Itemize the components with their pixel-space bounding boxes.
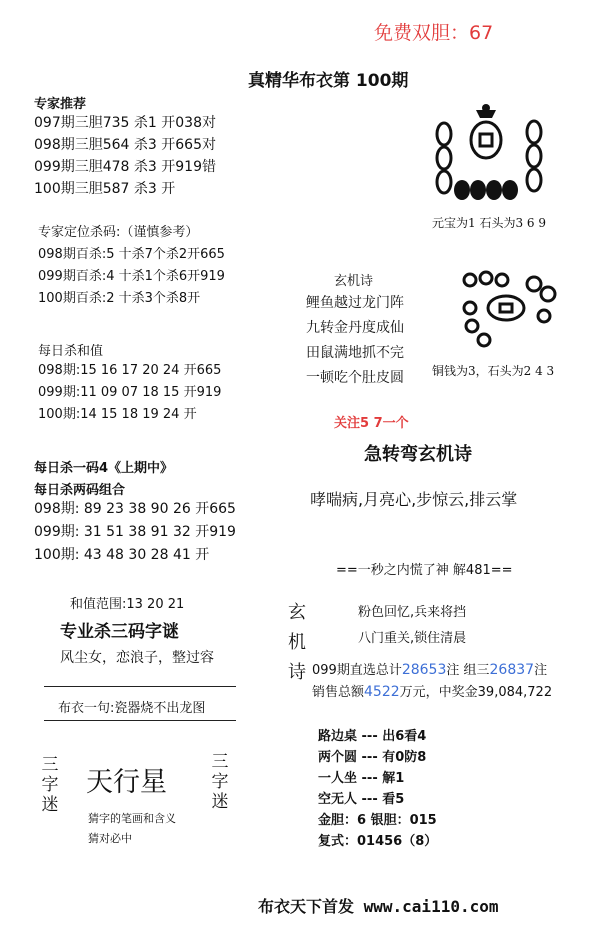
riddle-hint: 猜字的笔画和含义	[88, 812, 176, 825]
tips-list	[318, 726, 437, 852]
xuanji-poem	[306, 291, 404, 391]
xuanji-lines	[358, 600, 466, 652]
list-item: 098期三胆564 杀3 开665对	[34, 137, 216, 153]
daily-sum-list	[38, 360, 221, 426]
poem-line: 八门重关,锁住清晨	[358, 631, 467, 646]
star-name: 天行星	[86, 767, 167, 798]
expert-list	[34, 112, 216, 200]
list-item: 两个圆 --- 有0防8	[318, 750, 427, 765]
vertical-char: 诗	[288, 662, 306, 683]
riddle-hint-2: 猜对必中	[88, 832, 132, 845]
riddle-line: ==一秒之内慌了神 解481==	[336, 563, 513, 578]
poem-line: 鲤鱼越过龙门阵	[306, 295, 404, 311]
turn-poem-text: 哮喘病,月亮心,步惊云,排云掌	[310, 490, 518, 509]
poem-line: 一顿吃个肚皮圆	[306, 370, 404, 386]
image-caption: 元宝为1 石头为3 6 9	[432, 216, 546, 230]
riddle-kill-text: 风尘女，恋浪子，整过容	[60, 650, 214, 666]
vertical-char: 玄	[288, 602, 306, 623]
divider	[44, 686, 236, 687]
sum-range: 和值范围:13 20 21	[70, 597, 185, 612]
list-item: 099期三胆478 杀3 开919错	[34, 159, 216, 175]
daily-kill-two: 每日杀两码组合	[34, 483, 126, 498]
position-kill-list	[38, 244, 225, 310]
xuanji-poem-title: 玄机诗	[334, 274, 374, 289]
sales-line-1: 099期直选总计28653注 组三26837注	[312, 662, 548, 678]
list-item: 100期: 43 48 30 28 41 开	[34, 547, 210, 563]
poem-line: 九转金丹度成仙	[306, 320, 404, 336]
page-title: 真精华布衣第 100期	[248, 71, 409, 91]
sales-amount: 4522	[364, 684, 400, 700]
list-item: 100期:14 15 18 19 24 开	[38, 407, 197, 422]
riddle-side-left: 三字迷	[41, 755, 59, 815]
list-item: 097期三胆735 杀1 开038对	[34, 115, 216, 131]
attention-note: 关注5 7一个	[334, 416, 409, 431]
list-item: 098期百杀:5 十杀7个杀2开665	[38, 247, 225, 262]
divider	[44, 720, 236, 721]
free-double-banner: 免费双胆：67	[374, 22, 494, 44]
list-item: 100期百杀:2 十杀3个杀8开	[38, 291, 201, 306]
xuanji-vertical	[288, 598, 306, 688]
list-item: 099期:11 09 07 18 15 开919	[38, 385, 222, 400]
riddle-side-right: 三字迷	[211, 752, 229, 812]
ingot-stones-image	[428, 96, 588, 212]
list-item: 复式：01456（8）	[318, 834, 438, 849]
group-total: 26837	[489, 662, 535, 678]
expert-title: 专家推荐	[34, 97, 87, 112]
riddle-kill-title: 专业杀三码字谜	[60, 622, 179, 642]
daily-sum-title: 每日杀和值	[38, 344, 104, 359]
footer-site: 布衣天下首发 www.cai110.com	[258, 897, 499, 916]
list-item: 一人坐 --- 解1	[318, 771, 405, 786]
list-item: 100期三胆587 杀3 开	[34, 181, 176, 197]
daily-kill-one: 每日杀一码4《上期中》	[34, 461, 174, 476]
list-item: 路边桌 --- 出6看4	[318, 729, 427, 744]
coins-stones-image	[460, 270, 570, 354]
poem-line: 粉色回忆,兵来将挡	[358, 605, 467, 620]
daily-kill-list	[34, 498, 236, 567]
image-caption-2: 铜钱为3，石头为2 4 3	[432, 364, 555, 378]
list-item: 099期百杀:4 十杀1个杀6开919	[38, 269, 225, 284]
sales-line-2: 销售总额4522万元，中奖金39,084,722	[312, 684, 553, 700]
list-item: 098期: 89 23 38 90 26 开665	[34, 501, 236, 517]
turn-poem-title: 急转弯玄机诗	[364, 444, 472, 465]
vertical-char: 机	[288, 632, 306, 653]
list-item: 098期:15 16 17 20 24 开665	[38, 363, 222, 378]
buyi-sentence: 布衣一句:瓷器烧不出龙图	[58, 701, 206, 716]
direct-total: 28653	[401, 662, 447, 678]
position-kill-title: 专家定位杀码:（谨慎参考）	[38, 225, 199, 240]
list-item: 金胆：6 银胆：015	[318, 813, 437, 828]
poem-line: 田鼠满地抓不完	[306, 345, 404, 361]
list-item: 空无人 --- 看5	[318, 792, 405, 807]
list-item: 099期: 31 51 38 91 32 开919	[34, 524, 236, 540]
